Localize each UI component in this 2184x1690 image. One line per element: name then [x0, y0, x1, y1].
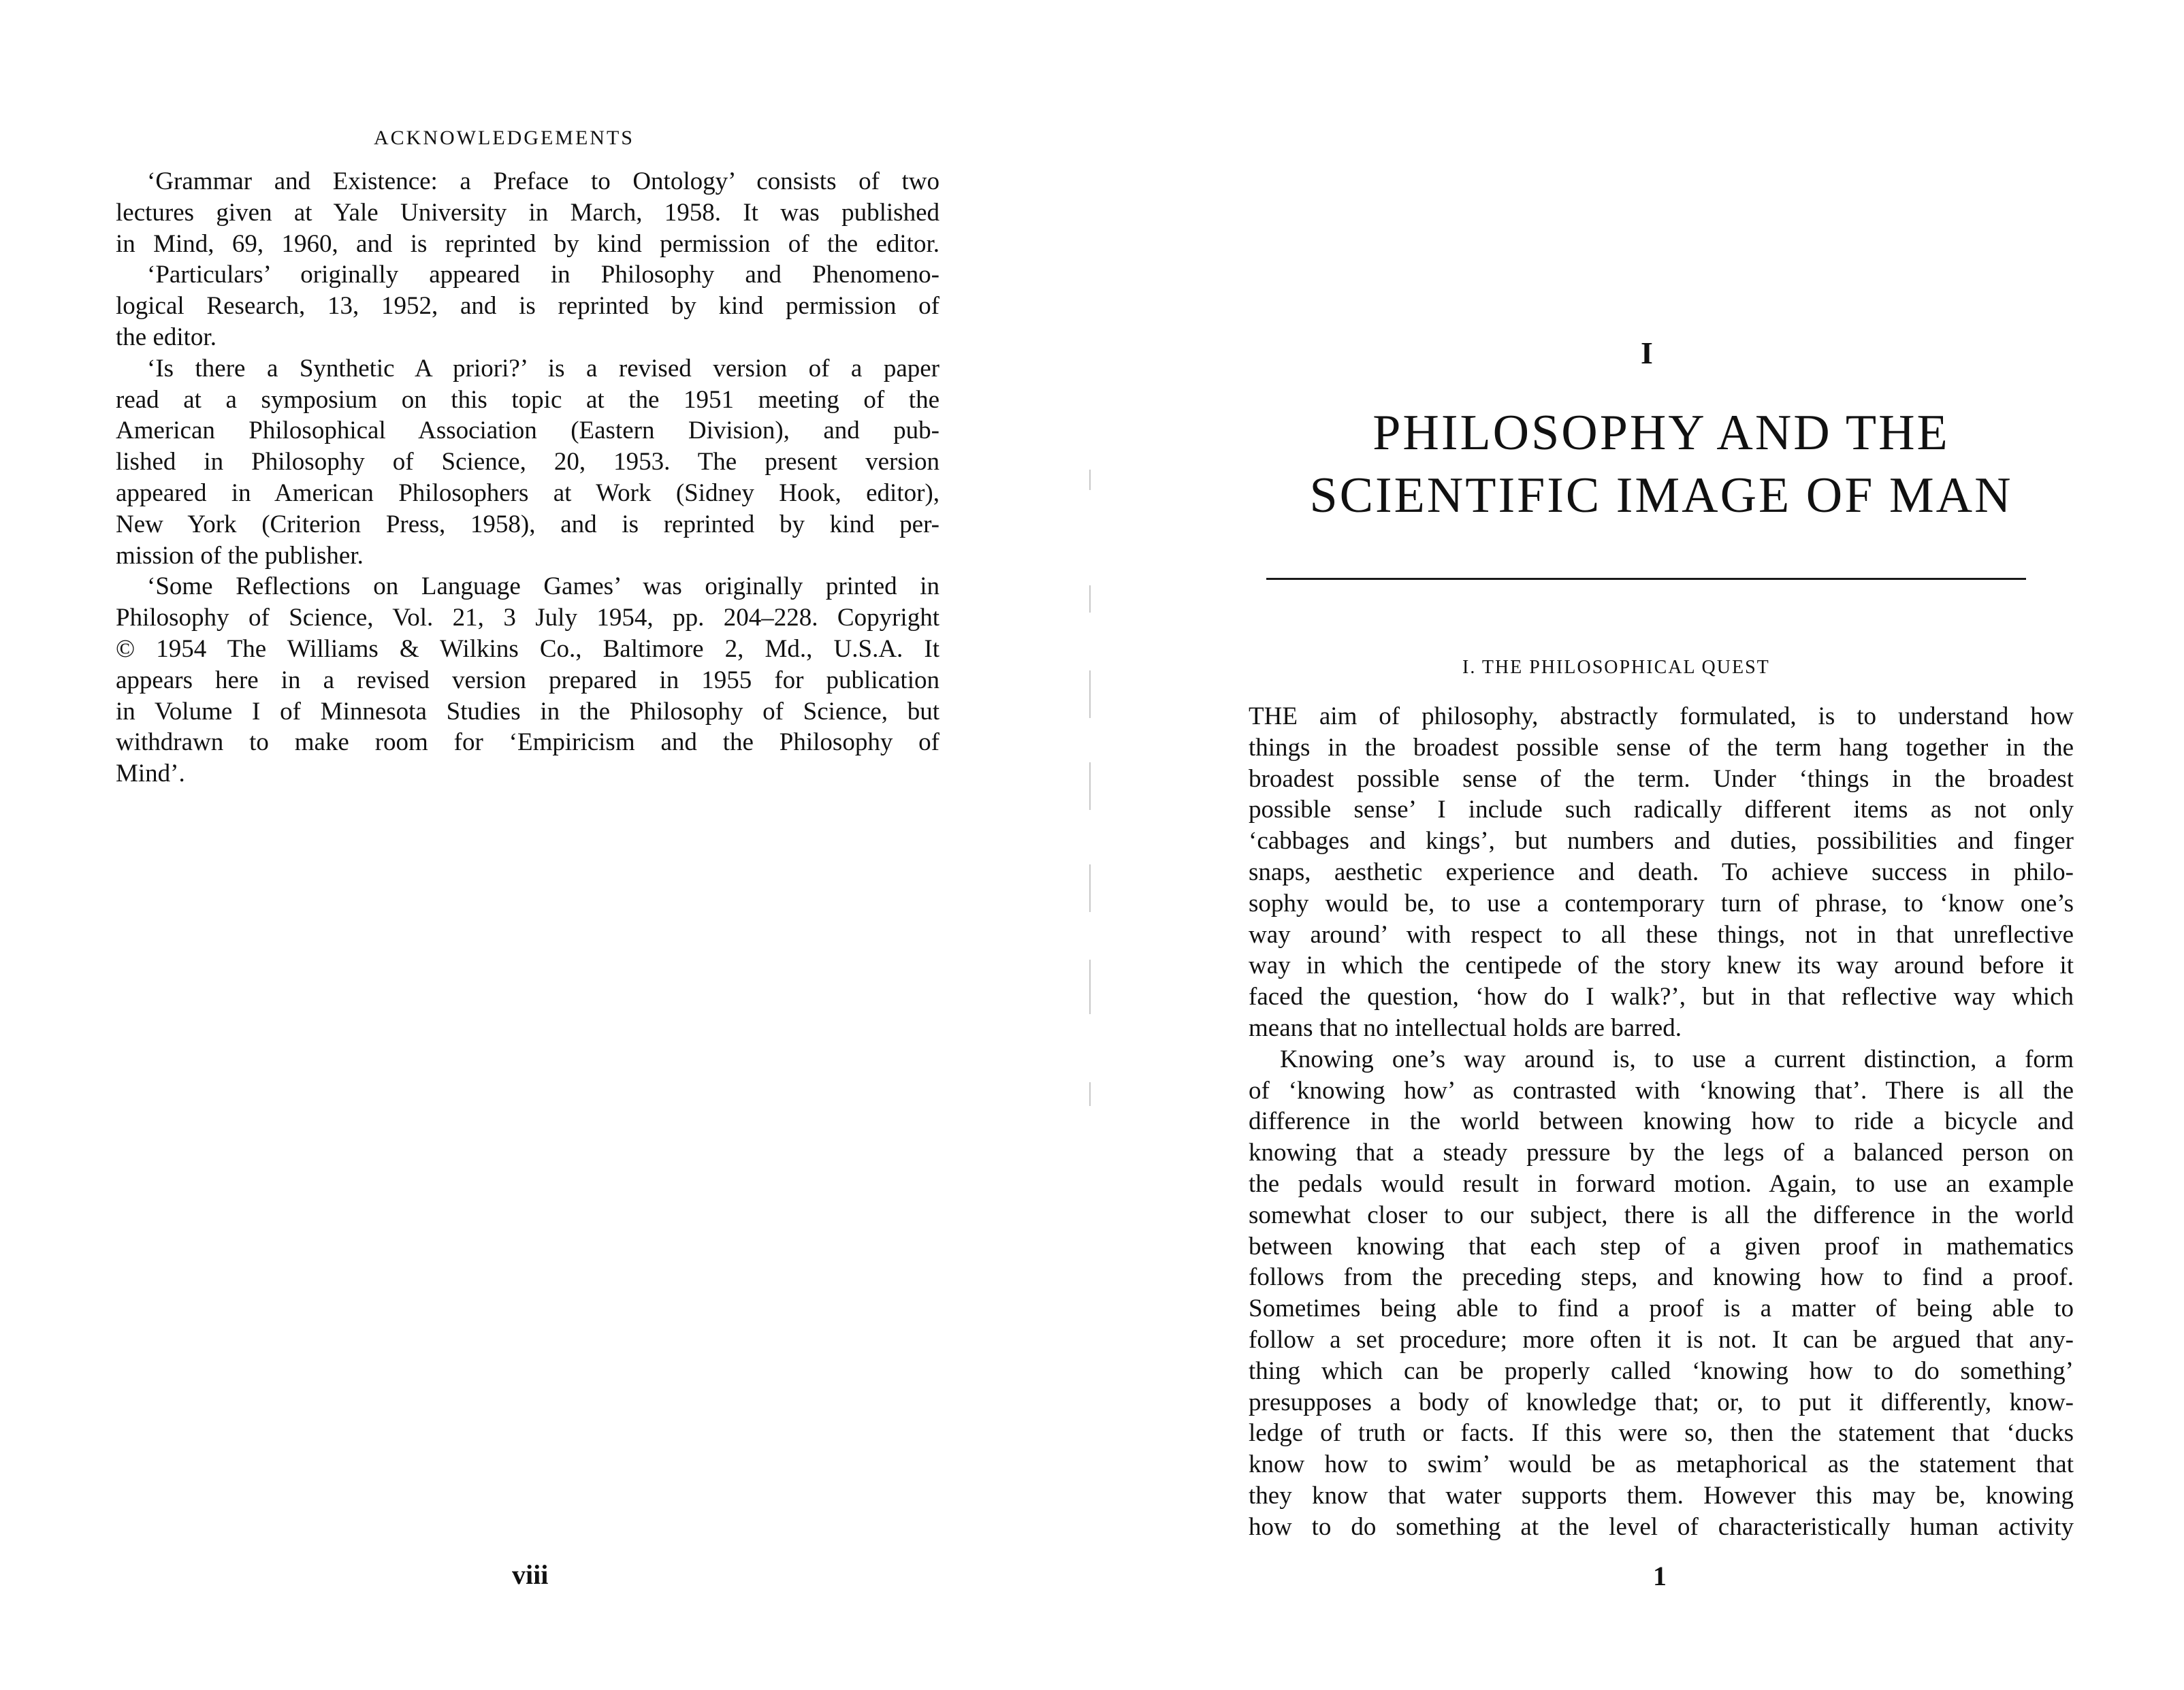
- text-line: ‘cabbages and kings’, but numbers and duties, possibilities and finger: [1249, 827, 2074, 856]
- acknowledgements-text: [116, 166, 940, 790]
- body-text: [1249, 701, 2074, 1543]
- text-line: they know that water supports them. However this may be, knowing: [1249, 1481, 2074, 1510]
- text-line: sophy would be, to use a contemporary turn of phrase, to ‘know one’s: [1249, 889, 2074, 917]
- text-line: presupposes a body of knowledge that; or, to put it differently, know-: [1249, 1388, 2074, 1416]
- text-line: ‘Some Reflections on Language Games’ was originally printed in: [147, 572, 940, 601]
- text-line: ‘Grammar and Existence: a Preface to Ontology’ consists of two: [147, 167, 940, 195]
- text-line: between knowing that each step of a given proof in mathematics: [1249, 1232, 2074, 1261]
- text-line: appears here in a revised version prepared in 1955 for publication: [116, 666, 940, 694]
- acknowledgements-heading: ACKNOWLEDGEMENTS: [374, 127, 635, 149]
- text-line: thing which can be properly called ‘knowing how to do something’: [1249, 1356, 2074, 1385]
- section-heading: I. THE PHILOSOPHICAL QUEST: [1462, 657, 1770, 678]
- chapter-title-line: SCIENTIFIC IMAGE OF MAN: [1309, 468, 2013, 523]
- text-line: the pedals would result in forward motion. Again, to use an example: [1249, 1169, 2074, 1198]
- text-line: possible sense’ I include such radically different items as not only: [1249, 796, 2074, 824]
- page-number: 1: [1653, 1561, 1667, 1591]
- page-number: viii: [512, 1559, 549, 1590]
- text-line: follows from the preceding steps, and knowing how to find a proof.: [1249, 1263, 2074, 1292]
- text-line: how to do something at the level of characteristically human activity: [1249, 1512, 2074, 1541]
- text-line: American Philosophical Association (Eastern Division), and pub-: [116, 417, 940, 445]
- text-line: things in the broadest possible sense of the term hang together in the: [1249, 733, 2074, 762]
- chapter-title: [1225, 402, 2097, 527]
- text-line: © 1954 The Williams & Wilkins Co., Baltimore 2, Md., U.S.A. It: [116, 634, 940, 663]
- text-line: New York (Criterion Press, 1958), and is reprinted by kind per-: [116, 510, 940, 538]
- text-line: logical Research, 13, 1952, and is reprinted by kind permission of: [116, 292, 940, 321]
- text-line: difference in the world between knowing how to ride a bicycle and: [1249, 1107, 2074, 1136]
- title-rule: [1266, 578, 2026, 580]
- text-line: means that no intellectual holds are barred.: [1249, 1013, 1682, 1042]
- text-line: in Mind, 69, 1960, and is reprinted by kind permission of the editor.: [116, 229, 940, 258]
- text-line: appeared in American Philosophers at Work (Sidney Hook, editor),: [116, 478, 940, 507]
- right-page: [1082, 0, 2184, 1690]
- text-line: broadest possible sense of the term. Under ‘things in the broadest: [1249, 764, 2074, 793]
- text-line: follow a set procedure; more often it is not. It can be argued that any-: [1249, 1325, 2074, 1354]
- text-line: Sometimes being able to find a proof is a matter of being able to: [1249, 1295, 2074, 1323]
- text-line: somewhat closer to our subject, there is all the difference in the world: [1249, 1201, 2074, 1229]
- text-line: withdrawn to make room for ‘Empiricism and the Philosophy of: [116, 728, 940, 757]
- text-line: faced the question, ‘how do I walk?’, but in that reflective way which: [1249, 983, 2074, 1011]
- text-line: know how to swim’ would be as metaphorical as the statement that: [1249, 1450, 2074, 1479]
- text-line: snaps, aesthetic experience and death. To achieve success in philo-: [1249, 858, 2074, 886]
- text-line: Mind’.: [116, 760, 185, 788]
- text-line: lished in Philosophy of Science, 20, 1953. The present version: [116, 448, 940, 476]
- chapter-numeral: I: [1641, 336, 1653, 370]
- text-line: ‘Is there a Synthetic A priori?’ is a revised version of a paper: [147, 354, 940, 383]
- text-line: of ‘knowing how’ as contrasted with ‘knowing that’. There is all the: [1249, 1076, 2074, 1105]
- text-line: read at a symposium on this topic at the 1951 meeting of the: [116, 385, 940, 414]
- text-line: Knowing one’s way around is, to use a current distinction, a form: [1280, 1045, 2074, 1073]
- text-line: the editor.: [116, 323, 216, 351]
- text-line: in Volume I of Minnesota Studies in the Philosophy of Science, but: [116, 697, 940, 726]
- chapter-title-line: PHILOSOPHY AND THE: [1372, 405, 1950, 461]
- text-line: knowing that a steady pressure by the legs of a balanced person on: [1249, 1139, 2074, 1167]
- text-line: way around’ with respect to all these things, not in that unreflective: [1249, 920, 2074, 949]
- text-line: ledge of truth or facts. If this were so, then the statement that ‘ducks: [1249, 1419, 2074, 1448]
- text-line: lectures given at Yale University in March, 1958. It was published: [116, 198, 940, 227]
- left-page: [0, 0, 1082, 1690]
- text-line: Philosophy of Science, Vol. 21, 3 July 1954, pp. 204–228. Copyright: [116, 604, 940, 632]
- text-line: THE aim of philosophy, abstractly formulated, is to understand how: [1249, 702, 2074, 730]
- text-line: mission of the publisher.: [116, 541, 364, 570]
- text-line: ‘Particulars’ originally appeared in Philosophy and Phenomeno-: [147, 261, 940, 289]
- text-line: way in which the centipede of the story knew its way around before it: [1249, 952, 2074, 980]
